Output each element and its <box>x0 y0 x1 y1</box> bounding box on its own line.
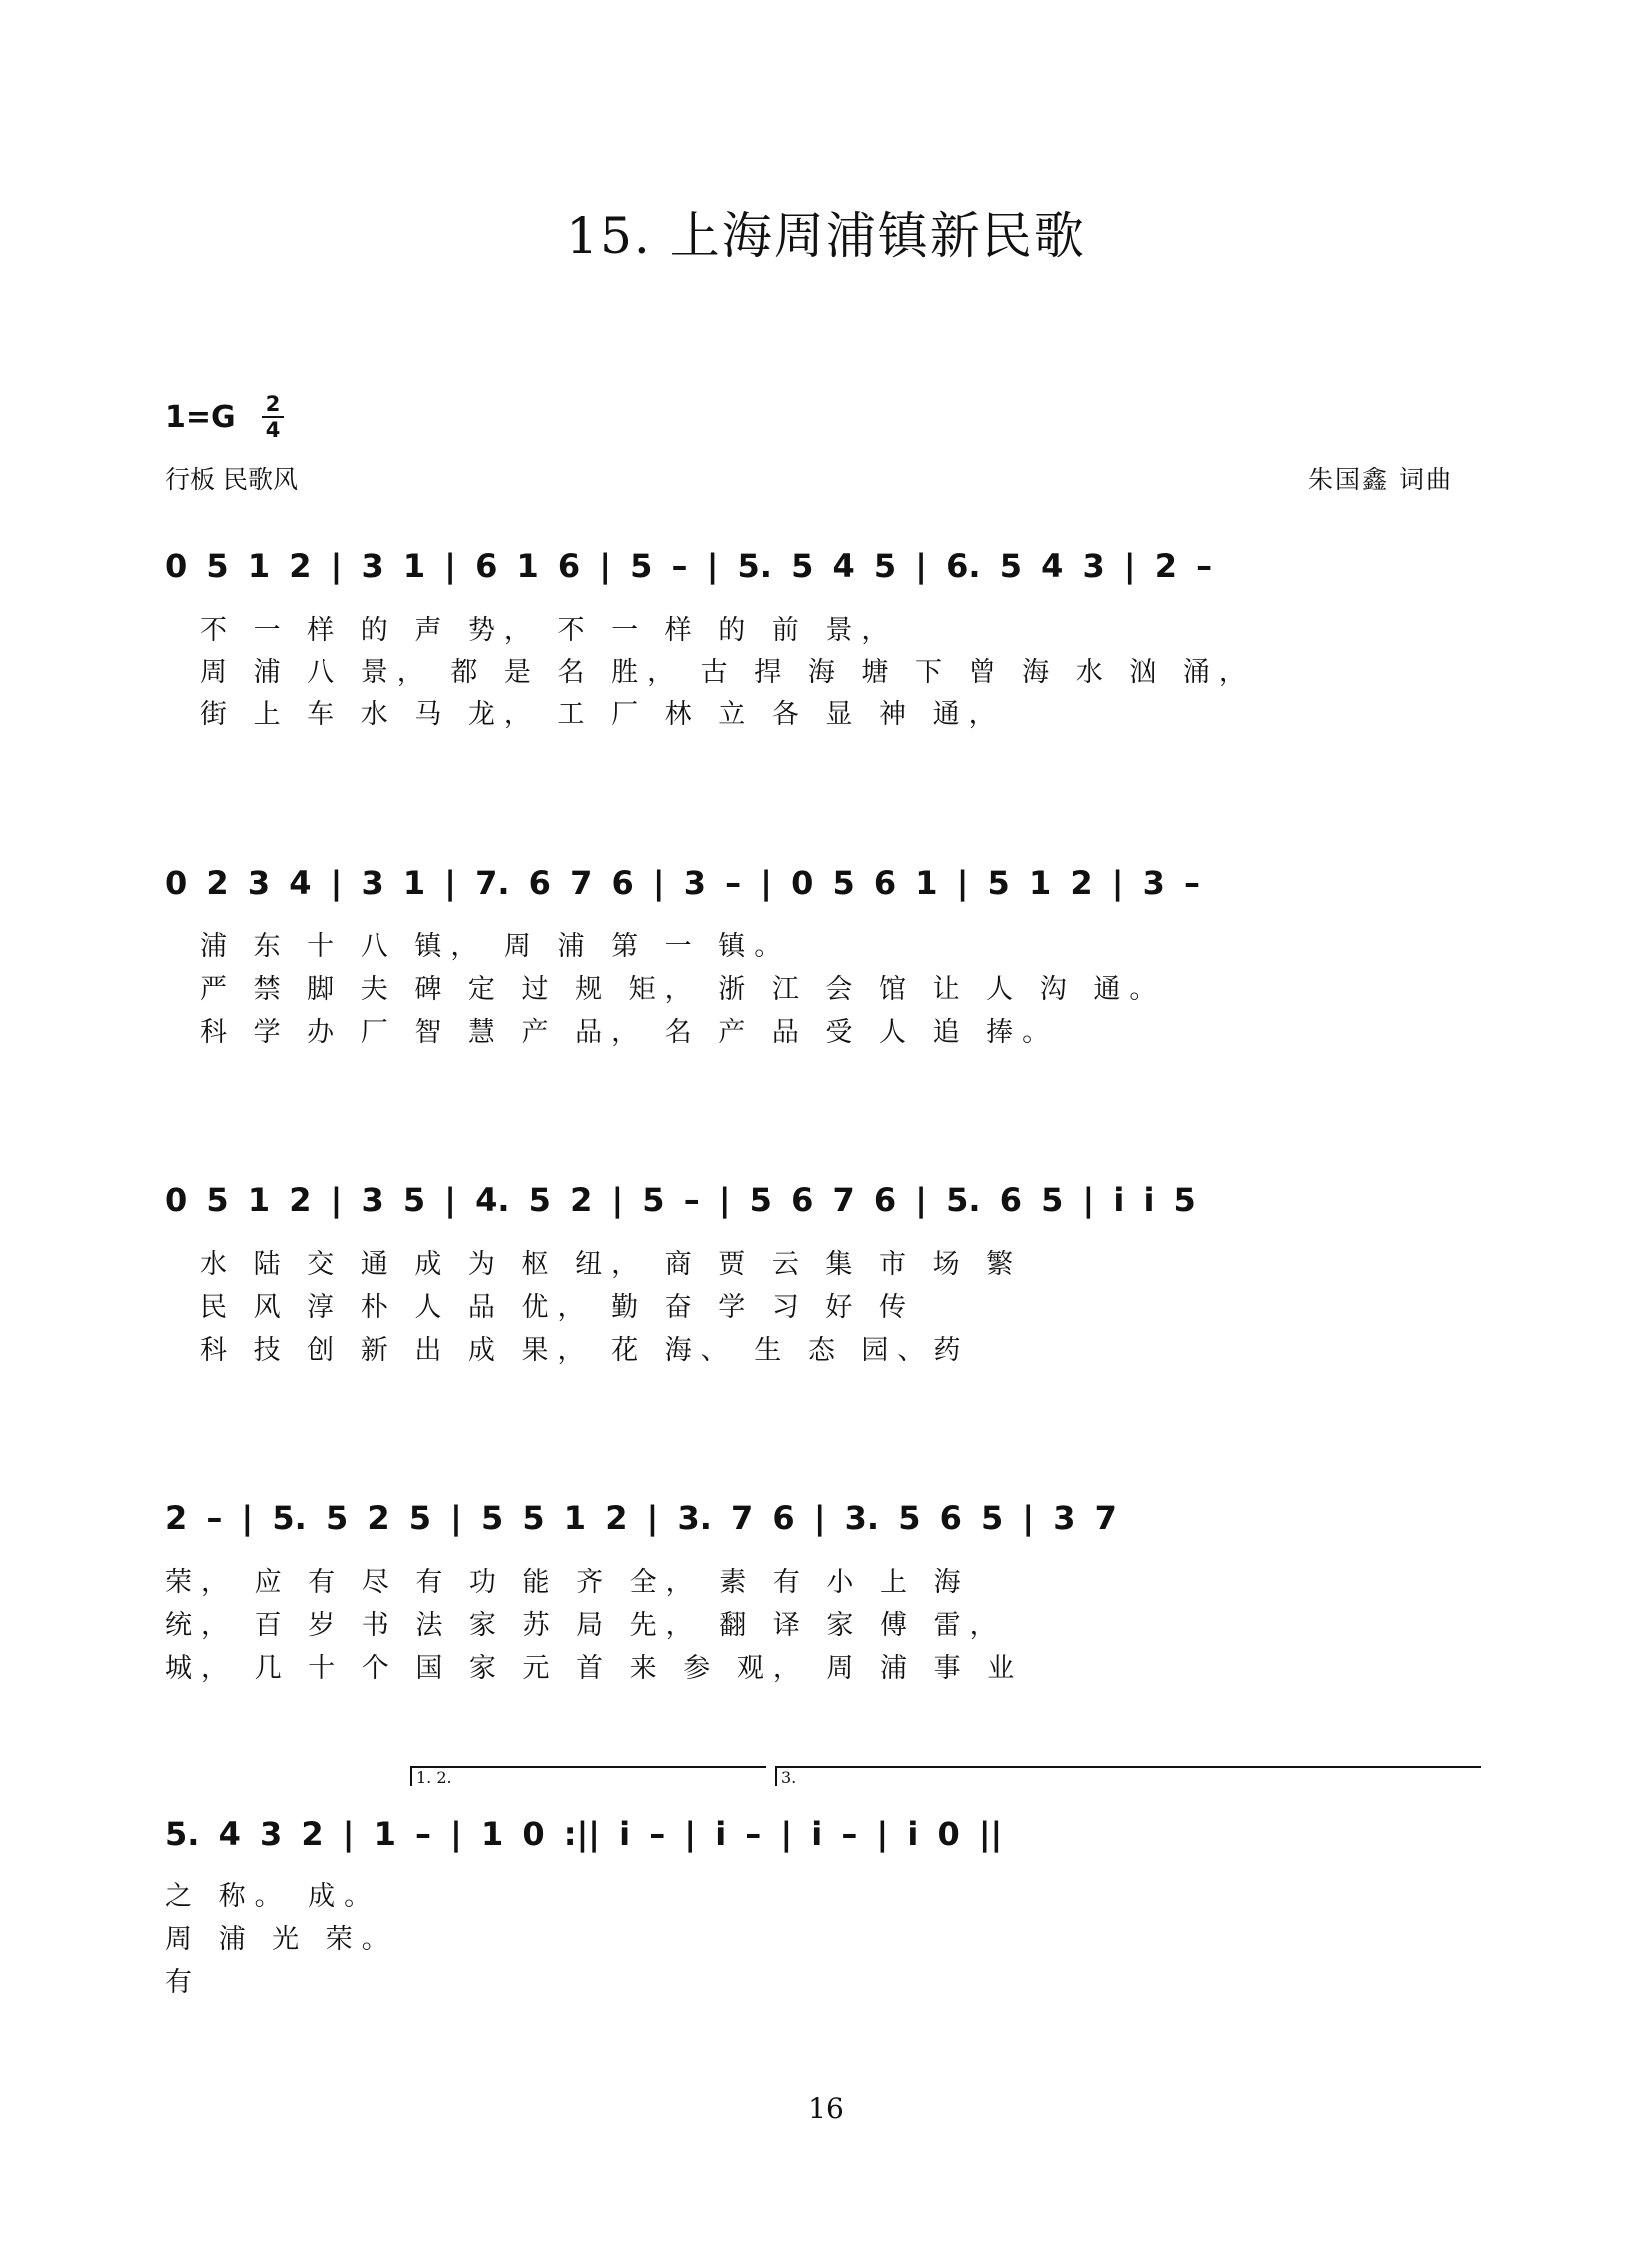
system-2-notes: 0 2 3 4 | 3 1 | 7. 6 7 6 | 3 – | 0 5 6 1 | 5 1 2 | 3 – <box>165 864 1200 902</box>
system-3-lyric-3: 科 技 创 新 出 成 果， 花 海、 生 态 园、药 <box>200 1335 970 1366</box>
time-signature-top: 2 <box>265 392 281 416</box>
system-4-lyric-2: 统， 百 岁 书 法 家 苏 局 先， 翻 译 家 傅 雷， <box>165 1610 1006 1641</box>
key-signature: 1=G <box>165 400 236 435</box>
system-3-lyric-2: 民 风 淳 朴 人 品 优， 勤 奋 学 习 好 传 <box>200 1292 915 1323</box>
system-4-lyric-1: 荣， 应 有 尽 有 功 能 齐 全， 素 有 小 上 海 <box>165 1567 970 1598</box>
volta-1-2: 1. 2. <box>410 1766 766 1786</box>
system-4-notes: 2 – | 5. 5 2 5 | 5 5 1 2 | 3. 7 6 | 3. 5 6 5 | 3 7 <box>165 1499 1117 1537</box>
time-signature <box>260 393 286 441</box>
composer-credit: 朱国鑫 词曲 <box>1308 465 1453 494</box>
system-3-lyric-1: 水 陆 交 通 成 为 枢 纽， 商 贾 云 集 市 场 繁 <box>200 1249 1023 1280</box>
system-5-notes: 5. 4 3 2 | 1 – | 1 0 :|| i – | i – | i – | i 0 || <box>165 1815 1003 1853</box>
system-5-lyric-3: 有 <box>165 1967 201 1998</box>
system-5-lyric-1: 之 称。 成。 <box>165 1881 381 1912</box>
system-4-lyric-3: 城， 几 十 个 国 家 元 首 来 参 观， 周 浦 事 业 <box>165 1653 1024 1684</box>
volta-3: 3. <box>775 1766 1481 1786</box>
system-1-notes: 0 5 1 2 | 3 1 | 6 1 6 | 5 – | 5. 5 4 5 | 6. 5 4 3 | 2 – <box>165 547 1213 585</box>
system-2-lyric-1: 浦 东 十 八 镇， 周 浦 第 一 镇。 <box>200 931 791 962</box>
system-3-notes: 0 5 1 2 | 3 5 | 4. 5 2 | 5 – | 5 6 7 6 | 5. 6 5 | i i 5 <box>165 1181 1196 1219</box>
song-title: 15. 上海周浦镇新民歌 <box>566 207 1086 265</box>
system-5-lyric-2: 周 浦 光 荣。 <box>165 1924 398 1955</box>
system-2-lyric-2: 严 禁 脚 夫 碑 定 过 规 矩， 浙 江 会 馆 让 人 沟 通。 <box>200 974 1166 1005</box>
system-1-lyric-1: 不 一 样 的 声 势， 不 一 样 的 前 景， <box>200 615 898 646</box>
system-1-lyric-2: 周 浦 八 景， 都 是 名 胜， 古 捍 海 塘 下 曾 海 水 汹 涌， <box>200 657 1255 688</box>
system-1-lyric-3: 街 上 车 水 马 龙， 工 厂 林 立 各 显 神 通， <box>200 699 1005 730</box>
system-2-lyric-3: 科 学 办 厂 智 慧 产 品， 名 产 品 受 人 追 捧。 <box>200 1017 1059 1048</box>
time-signature-bottom: 4 <box>265 418 281 442</box>
tempo-marking: 行板 民歌风 <box>165 465 298 494</box>
page-number: 16 <box>808 2092 844 2125</box>
